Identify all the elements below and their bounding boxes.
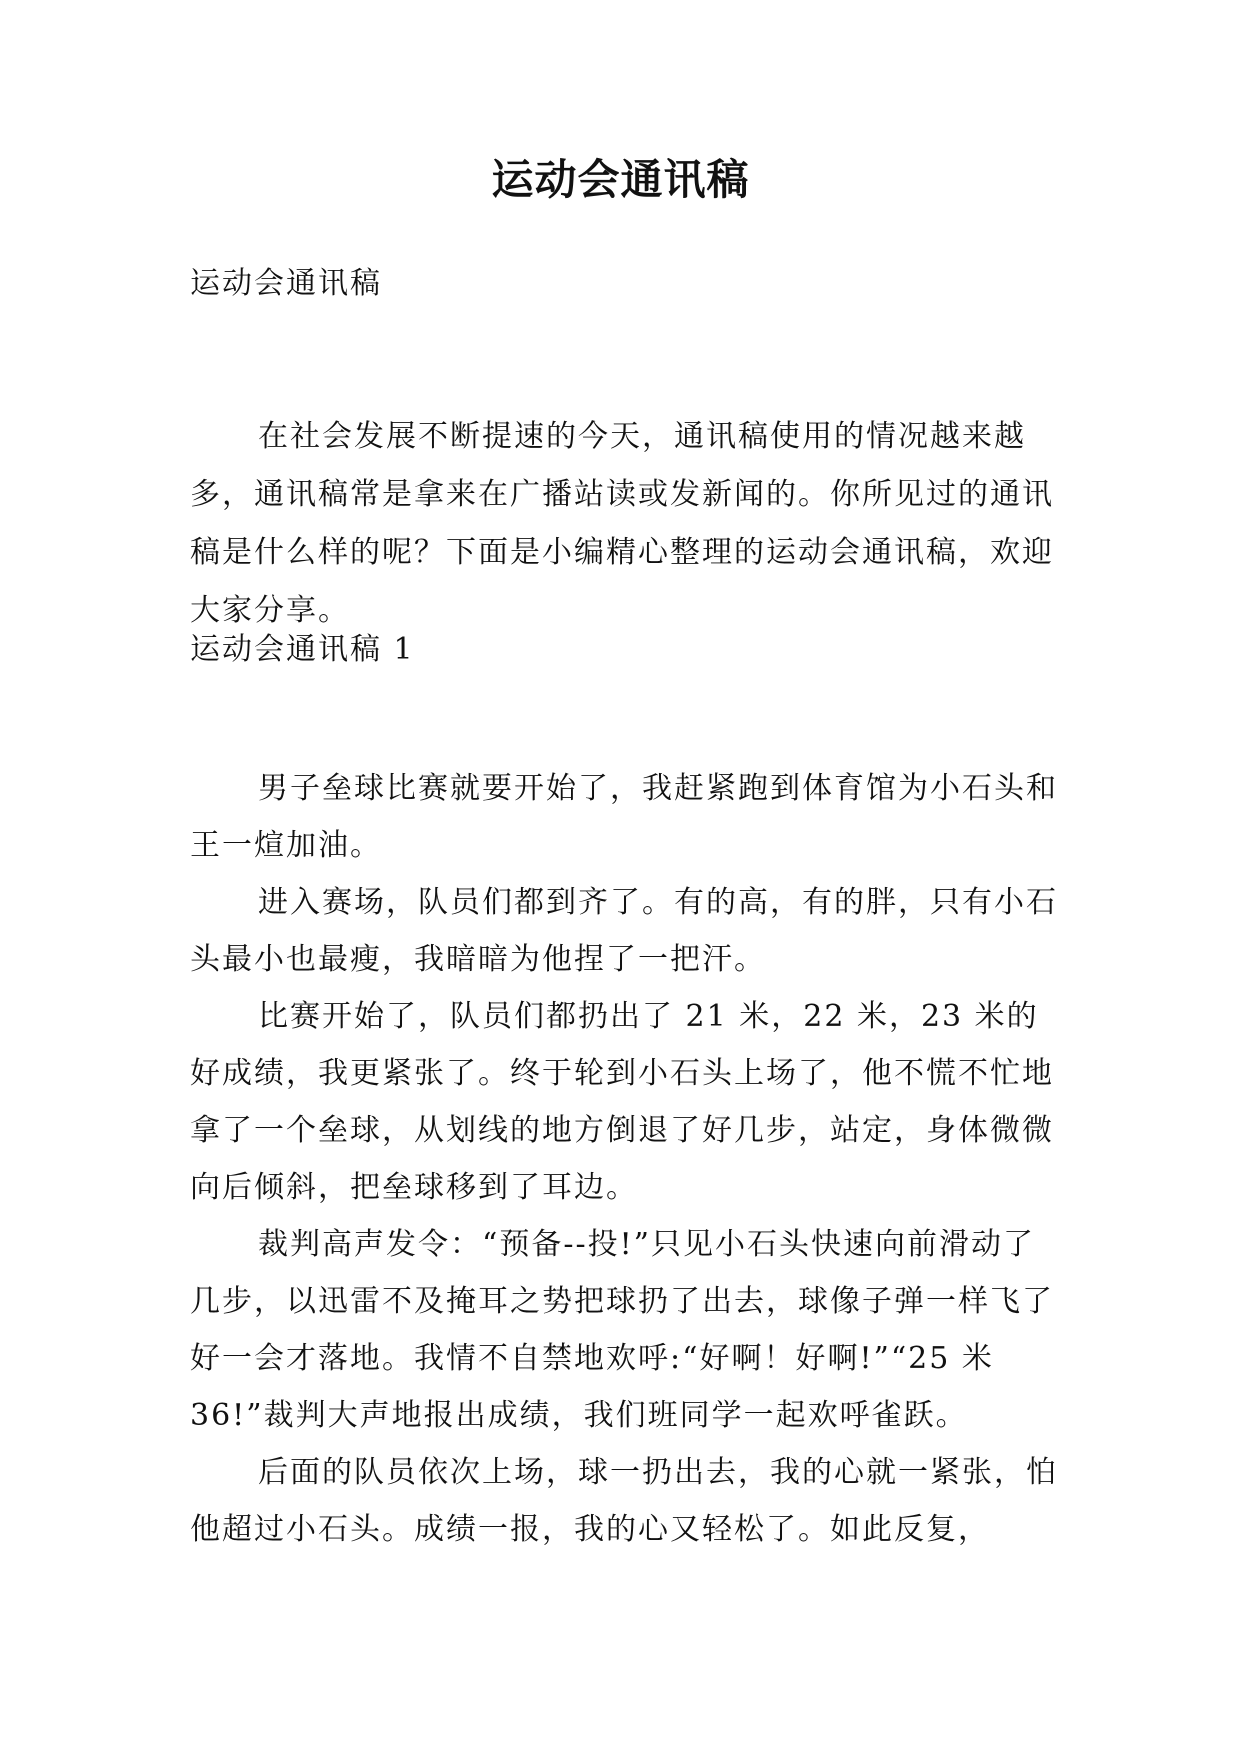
paragraph: 男子垒球比赛就要开始了，我赶紧跑到体育馆为小石头和王一煊加油。 (190, 771, 1058, 863)
article-body (190, 760, 1060, 1558)
paragraph: 裁判高声发令：“预备--投!”只见小石头快速向前滑动了几步，以迅雷不及掩耳之势把球扔了出去，球像子弹一样飞了好一会才落地。我情不自禁地欢呼:“好啊！好啊!”“25 米 36!”裁判大声地报出成绩，我们班同学一起欢呼雀跃。 (190, 1227, 1054, 1433)
section-heading: 运动会通讯稿 1 (190, 632, 415, 667)
paragraph: 进入赛场，队员们都到齐了。有的高，有的胖，只有小石头最小也最瘦，我暗暗为他捏了一把汗。 (190, 885, 1058, 977)
document-subtitle: 运动会通讯稿 (190, 266, 382, 301)
intro-paragraph: 在社会发展不断提速的今天，通讯稿使用的情况越来越多，通讯稿常是拿来在广播站读或发新闻的。你所见过的通讯稿是什么样的呢？下面是小编精心整理的运动会通讯稿，欢迎大家分享。 (190, 419, 1054, 628)
document-title: 运动会通讯稿 (491, 155, 750, 204)
paragraph: 后面的队员依次上场，球一扔出去，我的心就一紧张，怕他超过小石头。成绩一报，我的心又轻松了。如此反复， (190, 1455, 1058, 1547)
paragraph: 比赛开始了，队员们都扔出了 21 米，22 米，23 米的好成绩，我更紧张了。终于轮到小石头上场了，他不慌不忙地拿了一个垒球，从划线的地方倒退了好几步，站定，身体微微向后倾斜，把垒球移到了耳边。 (190, 999, 1054, 1205)
